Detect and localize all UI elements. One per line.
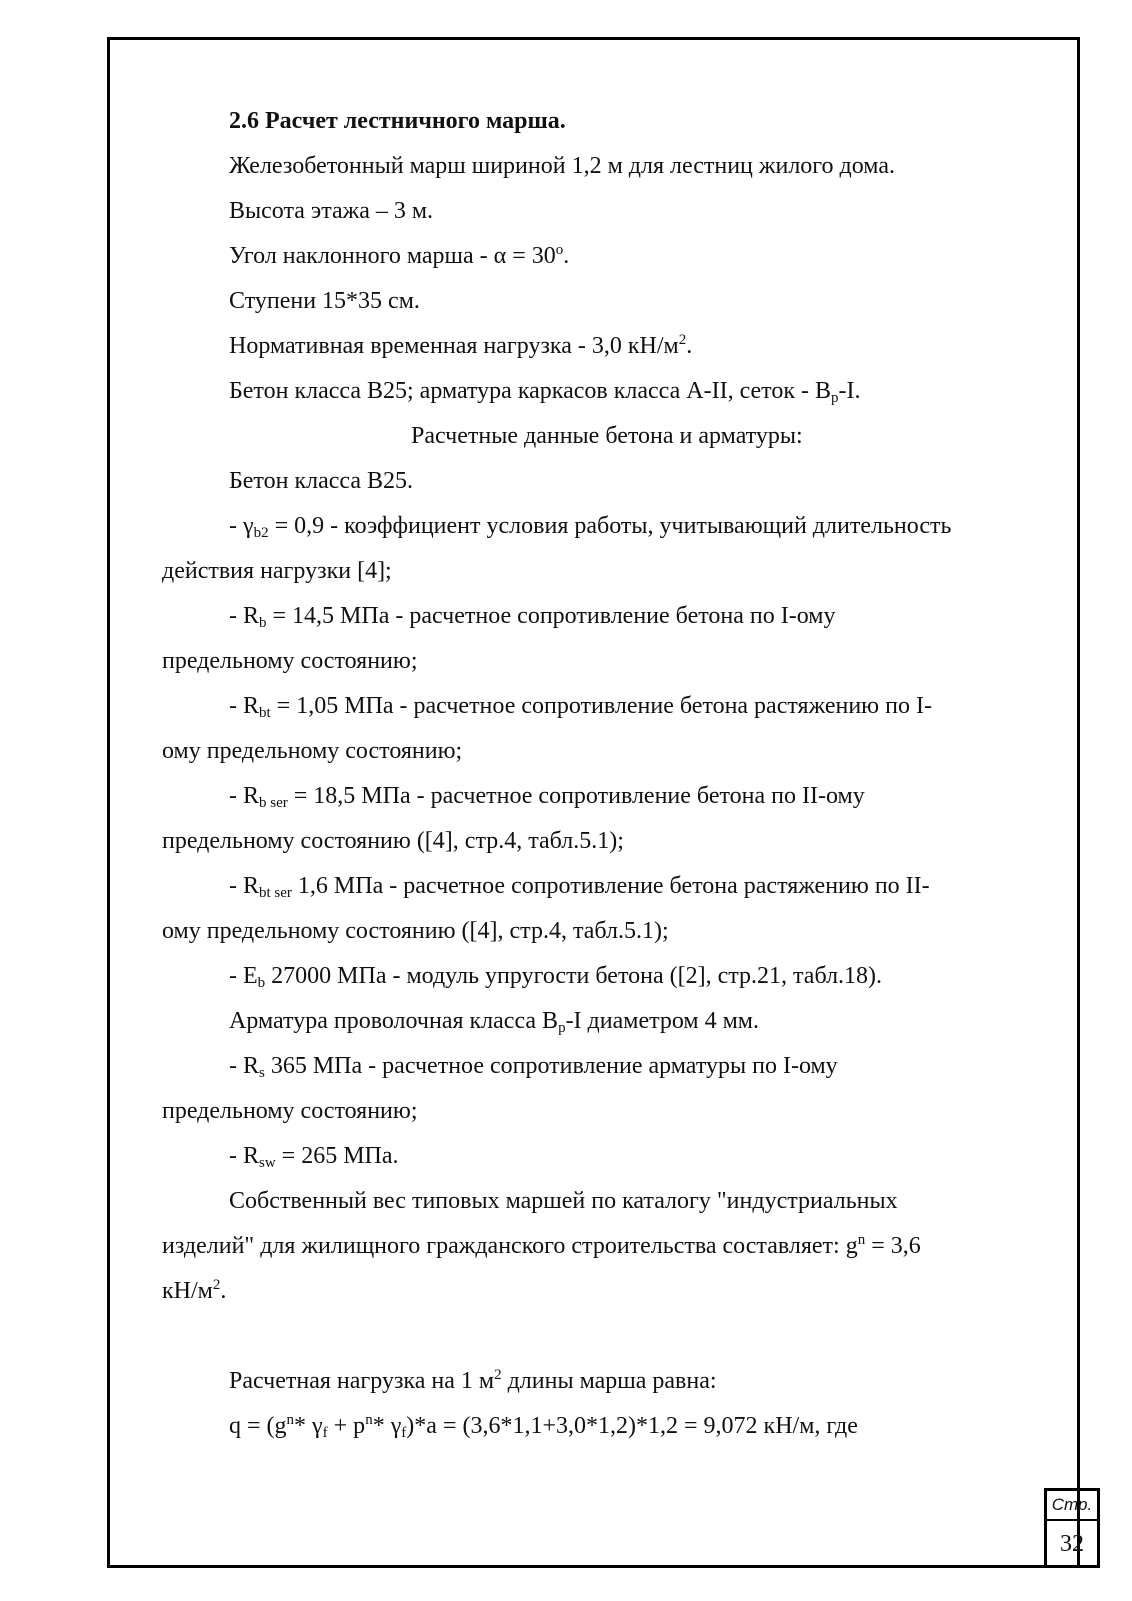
page-label: Стр. bbox=[1047, 1491, 1097, 1521]
intro-line-steps: Ступени 15*35 см. bbox=[229, 288, 420, 314]
concrete-rbtser-line: - $R_{bt ser}$ 1,6 МПа - расчетное сопротивление бетона растяжению по II- bbox=[229, 873, 930, 901]
concrete-rb-continuation: предельному состоянию; bbox=[162, 648, 418, 674]
rebar-rs-line: - $R_s$ 365 МПа - расчетное сопротивление арматуры по I-ому bbox=[229, 1053, 838, 1081]
intro-line-width: Железобетонный марш шириной 1,2 м для лестниц жилого дома. bbox=[229, 153, 895, 179]
concrete-class-title: Бетон класса В25. bbox=[229, 468, 413, 494]
rebar-rs-continuation: предельному состоянию; bbox=[162, 1098, 418, 1124]
design-load-formula: $q = (g^n*$ $\gamma_f + p^n*$ $\gamma_f)*a = (3,6*1,1+3,0*1,2)*1,2 = 9,072$ кН/м, где bbox=[229, 1412, 858, 1441]
design-data-subheading: Расчетные данные бетона и арматуры: bbox=[411, 423, 803, 449]
intro-line-angle: Угол наклонного марша - $\alpha = 30^o$. bbox=[229, 242, 570, 269]
concrete-eb-line: - $E_b$ 27000 МПа - модуль упругости бетона ([2], стр.21, табл.18). bbox=[229, 963, 883, 991]
selfweight-line-2: изделий" для жилищного гражданского строительства составляет: $g^n = 3,6$ bbox=[162, 1232, 921, 1259]
concrete-rbser-continuation: предельному состоянию ([4], стр.4, табл.5.1); bbox=[162, 828, 624, 854]
intro-line-materials: Бетон класса В25; арматура каркасов класса А-II, сеток - $В_р-I$. bbox=[229, 378, 861, 406]
concrete-gb2-continuation: действия нагрузки [4]; bbox=[162, 558, 392, 584]
selfweight-line-1: Собственный вес типовых маршей по каталогу "индустриальных bbox=[229, 1188, 898, 1214]
rebar-rsw-line: - $R_{sw} = 265$ МПа. bbox=[229, 1143, 399, 1171]
page-number: 32 bbox=[1060, 1531, 1084, 1557]
concrete-rbtser-continuation: ому предельному состоянию ([4], стр.4, табл.5.1); bbox=[162, 918, 669, 944]
rebar-title: Арматура проволочная класса $В_р-I$ диаметром 4 мм. bbox=[229, 1008, 759, 1036]
concrete-rbt-line: - $R_{bt} = 1,05$ МПа - расчетное сопротивление бетона растяжению по I- bbox=[229, 693, 932, 721]
page-number-stamp bbox=[1044, 1488, 1100, 1568]
concrete-rbt-continuation: ому предельному состоянию; bbox=[162, 738, 463, 764]
concrete-rb-line: - $R_b = 14,5$ МПа - расчетное сопротивление бетона по I-ому bbox=[229, 603, 836, 631]
concrete-gb2-line: - $\gamma_{b2} = 0,9$ - коэффициент условия работы, учитывающий длительность bbox=[229, 513, 952, 541]
section-heading: 2.6 Расчет лестничного марша. bbox=[229, 108, 566, 134]
intro-line-floor-height: Высота этажа – 3 м. bbox=[229, 198, 434, 224]
intro-line-live-load: Нормативная временная нагрузка - 3,0 $кН/м^2$. bbox=[229, 332, 693, 359]
design-load-line: Расчетная нагрузка на 1 $м^2$ длины марша равна: bbox=[229, 1367, 717, 1394]
concrete-rbser-line: - $R_{b ser} = 18,5$ МПа - расчетное сопротивление бетона по II-ому bbox=[229, 783, 865, 811]
selfweight-line-3: $кН/м^2$. bbox=[162, 1277, 227, 1304]
